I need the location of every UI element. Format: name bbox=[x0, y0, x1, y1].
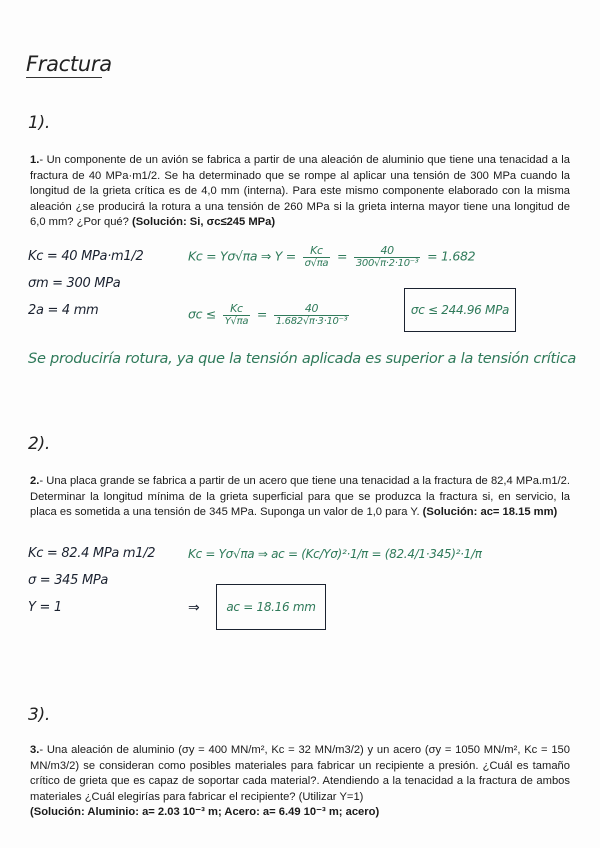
problem-3-statement bbox=[30, 743, 570, 821]
problem-2-lead: 2. bbox=[30, 475, 40, 487]
problem-3-text: - Una aleación de aluminio (σy = 400 MN/m², Kc = 32 MN/m3/2) y un acero (σy = 1050 MN/m², Kc = 150 MN/m3/2) se consideran como posibles materiales para fabricar un recipiente a presión. ¿Cuál es tamaño crítico de grieta que es capaz de soportar cada material?. Atendiendo a la tenacidad a la fractura de ambos materiales ¿Cuál elegirías para fabricar el recipiente? (Utilizar Y=1) bbox=[30, 744, 570, 803]
given-1-sigma: σm = 300 MPa bbox=[28, 276, 121, 291]
problem-3-lead: 3. bbox=[30, 744, 40, 756]
given-2-sigma: σ = 345 MPa bbox=[28, 573, 109, 588]
title-underline bbox=[26, 77, 102, 78]
section-1-number: 1). bbox=[28, 113, 50, 133]
eq2-mid: = bbox=[256, 306, 268, 322]
conclusion-1: Se produciría rotura, ya que la tensión aplicada es superior a la tensión crítica bbox=[28, 350, 577, 367]
problem-3-solution: (Solución: Aluminio: a= 2.03 10⁻³ m; Acero: a= 6.49 10⁻³ m; acero) bbox=[30, 806, 380, 818]
problem-1-solution: (Solución: Si, σc≤245 MPa) bbox=[131, 216, 276, 228]
problem-1-text: - Un componente de un avión se fabrica a partir de una aleación de aluminio que tiene una tenacidad a la fractura de 40 MPa·m1/2. Se ha determinado que se rompe al aplicar una tensión de 300 MPa cuando la longitud de la grieta crítica es de 4,0 mm (interna). Para este mismo componente elaborado con la misma aleación ¿se producirá la rotura a una tensión de 260 MPa si la grieta interna mayor tiene una longitud de 6,0 mm? ¿Por qué? bbox=[30, 154, 570, 228]
eq1-den2: 300√π·2·10⁻³ bbox=[355, 258, 419, 269]
given-1-kc: Kc = 40 MPa·m1/2 bbox=[28, 249, 144, 264]
equation-2-critical-length: Kc = Yσ√πa ⇒ ac = (Kc/Yσ)²·1/π = (82.4/1·345)²·1/π bbox=[188, 547, 482, 561]
eq2-den2: 1.682√π·3·10⁻³ bbox=[275, 316, 348, 327]
eq1-num2: 40 bbox=[354, 244, 421, 258]
eq1-num: Kc bbox=[303, 244, 331, 258]
page-title: Fractura bbox=[26, 52, 112, 76]
eq2-den: Y√πa bbox=[224, 316, 249, 327]
section-3-number: 3). bbox=[28, 705, 50, 725]
eq1-result: = 1.682 bbox=[427, 248, 476, 264]
problem-2-solution: (Solución: ac= 18.15 mm) bbox=[422, 506, 558, 518]
eq1-left: Kc = Yσ√πa ⇒ Y = bbox=[188, 248, 296, 264]
eq2-fraction bbox=[223, 302, 250, 328]
problem-2-statement bbox=[30, 474, 570, 521]
result-box-1: σc ≤ 244.96 MPa bbox=[404, 288, 516, 332]
equation-1-y-factor bbox=[188, 244, 475, 270]
problem-1-statement bbox=[30, 153, 570, 231]
problem-1-lead: 1. bbox=[30, 154, 40, 166]
eq1-mid: = bbox=[336, 248, 348, 264]
given-2-kc: Kc = 82.4 MPa m1/2 bbox=[28, 546, 156, 561]
eq1-fraction bbox=[303, 244, 331, 270]
eq2-left: σc ≤ bbox=[188, 306, 217, 322]
eq1-den: σ√πa bbox=[304, 258, 329, 269]
problem-2-text: - Una placa grande se fabrica a partir de un acero que tiene una tenacidad a la fractura de 82,4 MPa.m1/2. Determinar la longitud mínima de la grieta superficial para que se produzca la fractura si, en servicio, la placa es sometida a una tensión de 345 MPa. Suponga un valor de 1,0 para Y. bbox=[30, 475, 570, 518]
given-2-y: Y = 1 bbox=[28, 600, 62, 615]
eq2-num2: 40 bbox=[274, 302, 350, 316]
eq1-fraction-2 bbox=[354, 244, 421, 270]
given-1-crack: 2a = 4 mm bbox=[28, 303, 99, 318]
eq2-fraction-2 bbox=[274, 302, 350, 328]
implication-arrow: ⇒ bbox=[188, 600, 200, 616]
section-2-number: 2). bbox=[28, 434, 50, 454]
eq2-num: Kc bbox=[223, 302, 250, 316]
equation-1-critical-stress bbox=[188, 302, 352, 328]
result-box-2: ac = 18.16 mm bbox=[216, 584, 326, 630]
